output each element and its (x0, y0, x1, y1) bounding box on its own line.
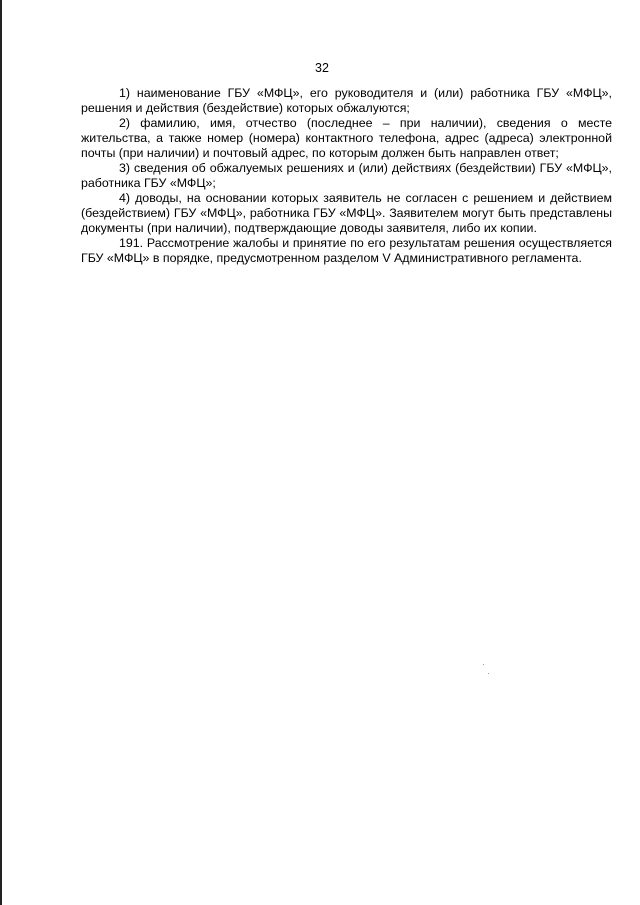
scan-speck (488, 673, 489, 674)
list-item-applicant-details: 2) фамилию, имя, отчество (последнее – при наличии), сведения о месте жительства, а также номер (номера) контактного телефона, адрес (адреса) электронной почты (при наличии) и почтовый адрес, по которым должен быть направлен ответ; (81, 116, 612, 160)
page-number: 32 (315, 61, 329, 75)
list-item-complaint-subject: 1) наименование ГБУ «МФЦ», его руководителя и (или) работника ГБУ «МФЦ», решения и действия (бездействие) которых обжалуются; (81, 86, 612, 115)
list-item-appealed-decisions: 3) сведения об обжалуемых решениях и (или) действиях (бездействии) ГБУ «МФЦ», работника ГБУ «МФЦ»; (81, 161, 612, 190)
list-item-arguments: 4) доводы, на основании которых заявитель не согласен с решением и действием (бездействием) ГБУ «МФЦ», работника ГБУ «МФЦ». Заявителем могут быть представлены документы (при наличии), подтверждающие доводы заявителя, либо их копии. (81, 191, 612, 235)
clause-191: 191. Рассмотрение жалобы и принятие по его результатам решения осуществляется ГБУ «МФЦ» в порядке, предусмотренном разделом V Административного регламента. (81, 236, 612, 265)
document-body (81, 86, 612, 266)
scan-speck (483, 664, 484, 665)
